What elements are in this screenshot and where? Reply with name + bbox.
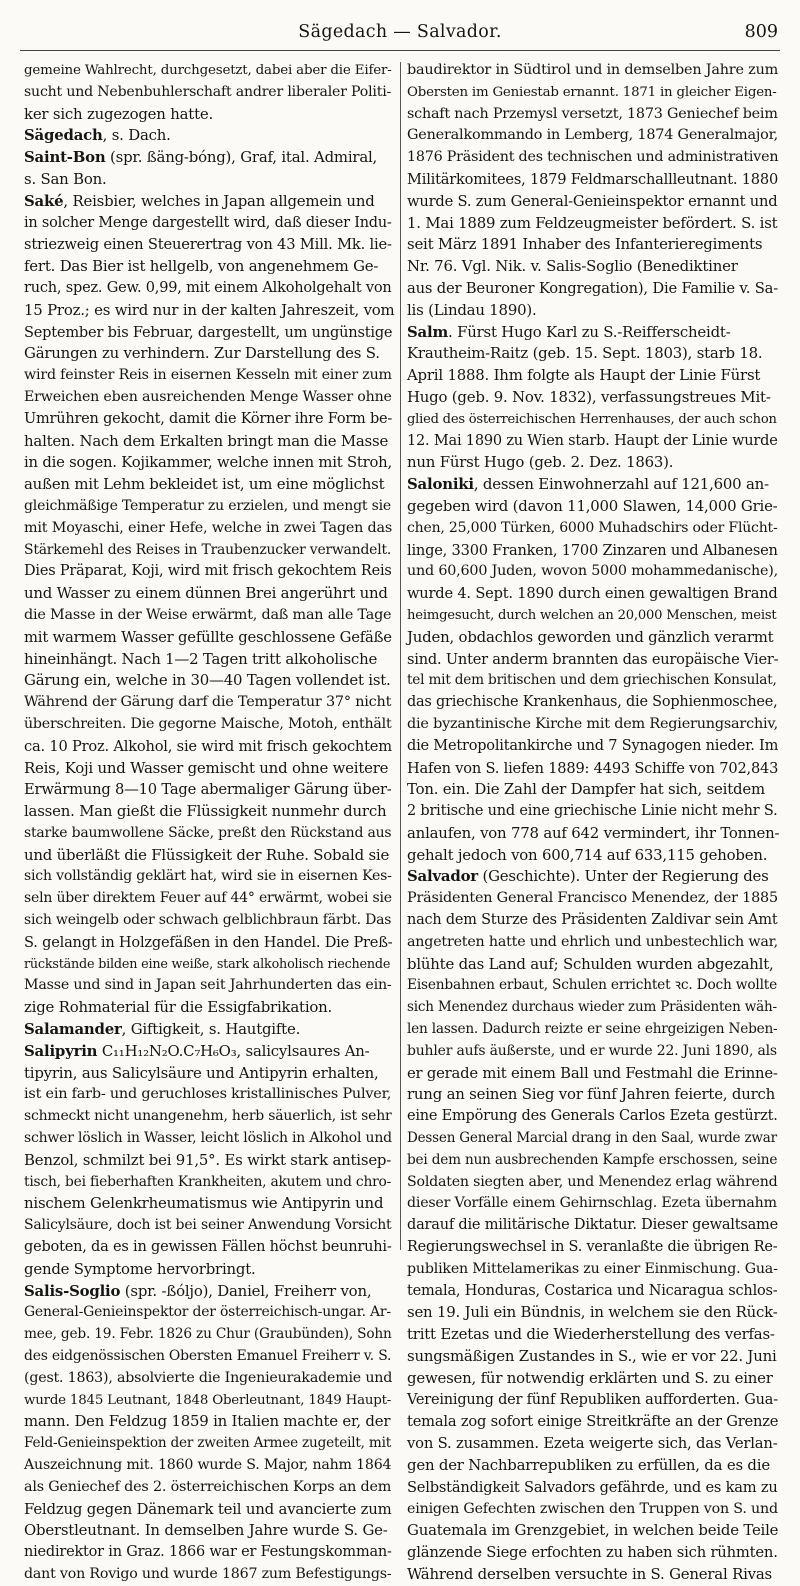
text-line xyxy=(407,954,780,976)
text-run: dant von Rovigo und wurde 1867 zum Befestigungs- xyxy=(24,1565,392,1582)
text-run: zige Rohmaterial für die Essigfabrikation. xyxy=(24,998,333,1017)
text-line xyxy=(24,605,394,627)
text-line xyxy=(407,125,780,147)
text-run: (gest. 1863), absolvierte die Ingenieurakademie und xyxy=(24,1369,393,1386)
text-line xyxy=(407,997,780,1019)
text-run: halten. Nach dem Erkalten bringt man die Masse xyxy=(24,431,389,450)
text-run: C₁₁H₁₂N₂O.C₇H₆O₃, salicylsaures An- xyxy=(97,1041,370,1060)
text-line xyxy=(407,1368,780,1390)
text-line xyxy=(24,169,394,191)
text-run: Präsidenten General Francisco Menendez, der 1885 xyxy=(407,890,778,907)
text-line xyxy=(24,1302,394,1324)
text-run: (spr. ßäng-bóng), Graf, ital. Admiral, xyxy=(105,148,378,167)
text-line xyxy=(24,278,394,300)
text-run: schmeckt nicht unangenehm, herb säuerlich, ist sehr xyxy=(24,1108,392,1125)
text-run: anlaufen, von 778 auf 642 vermindert, ihr Tonnen- xyxy=(407,823,780,842)
entry-headword: Salipyrin xyxy=(24,1041,98,1060)
text-line xyxy=(407,779,780,801)
text-run: und Wasser zu einem dünnen Brei angerührt und xyxy=(24,584,388,603)
text-run: starke baumwollene Säcke, preßt den Rückstand aus xyxy=(24,824,392,841)
text-run: Soldaten siegten aber, und Menendez erlag während xyxy=(407,1173,778,1190)
text-line xyxy=(407,1172,780,1194)
text-run: in die sogen. Kojikammer, welche innen mit Stroh, xyxy=(24,454,392,472)
text-line xyxy=(407,866,780,888)
text-line xyxy=(407,801,780,823)
text-line xyxy=(24,1564,394,1586)
text-run: schwer löslich in Wasser, leicht löslich in Alkohol und xyxy=(24,1130,392,1147)
text-run: Nr. 76. Vgl. Nik. v. Salis-Soglio (Benediktiner xyxy=(407,257,738,276)
text-line xyxy=(24,736,394,758)
text-run: April 1888. Ihm folgte als Haupt der Linie Fürst xyxy=(407,366,761,385)
text-line xyxy=(24,1172,394,1194)
text-line xyxy=(407,583,780,605)
text-line xyxy=(407,343,780,365)
text-line xyxy=(24,561,394,583)
entry-headword: Saloniki xyxy=(407,475,474,494)
text-line xyxy=(407,452,780,474)
text-run: ruch, spez. Gew. 0,99, mit einem Alkoholgehalt von xyxy=(24,279,392,296)
text-run: gende Symptome hervorbringt. xyxy=(24,1259,256,1278)
text-run: Masse und sind in Japan seit Jahrhunderten das ein- xyxy=(24,977,392,994)
text-run: Vereinigung der fünf Republiken aufforderten. Gua- xyxy=(407,1391,778,1408)
text-run: ker sich zugezogen hatte. xyxy=(24,104,213,123)
text-line xyxy=(407,191,780,213)
text-run: Krautheim-Raitz (geb. 15. Sept. 1803), starb 18. xyxy=(407,344,763,363)
text-run: Während der Gärung darf die Temperatur 37° nicht xyxy=(24,694,392,711)
text-line xyxy=(24,1433,394,1455)
text-run: Während derselben versuchte in S. General Rivas xyxy=(407,1564,772,1583)
text-run: . Fürst Hugo Karl zu S.-Reifferscheidt- xyxy=(448,322,731,341)
text-run: und 60,600 Juden, wovon 5000 mohammedanische), xyxy=(407,563,779,580)
text-run: dieser Vorfälle einem Gehirnschlag. Ezeta übernahm xyxy=(407,1195,777,1212)
text-line xyxy=(24,1324,394,1346)
text-run: Regierungswechsel in S. veranlaßte die übrigen Re- xyxy=(407,1239,778,1256)
entry-headword: Saint-Bon xyxy=(24,148,106,167)
text-run: mee, geb. 19. Febr. 1826 zu Chur (Graubünden), Sohn xyxy=(24,1326,392,1343)
text-line xyxy=(24,1542,394,1564)
text-run: chen, 25,000 Türken, 6000 Muhadschirs oder Flücht- xyxy=(407,519,778,536)
text-run: tisch, bei fieberhaften Krankheiten, akutem und chro- xyxy=(24,1173,392,1190)
text-run: die Metropolitankirche und 7 Synagogen nieder. Im xyxy=(407,737,779,754)
text-line xyxy=(24,104,394,126)
text-run: sen 19. Juli ein Bündnis, in welchem sie den Rück- xyxy=(407,1303,778,1322)
text-run: lis (Lindau 1890). xyxy=(407,300,537,319)
text-line xyxy=(24,866,394,888)
text-line xyxy=(407,300,780,322)
text-line xyxy=(24,1477,394,1499)
text-run: Juden, obdachlos geworden und gänzlich verarmt xyxy=(407,627,774,646)
text-line xyxy=(407,823,780,845)
text-line xyxy=(407,1433,780,1455)
text-line xyxy=(407,736,780,758)
page-number: 809 xyxy=(744,22,778,42)
text-line xyxy=(24,670,394,692)
text-run: nach dem Sturze des Präsidenten Zaldivar sein Amt xyxy=(407,912,778,929)
text-line xyxy=(24,431,394,453)
text-run: Guatemala im Grenzgebiet, in welchen beide Teile xyxy=(407,1521,779,1540)
text-line xyxy=(24,845,394,867)
text-line xyxy=(24,1019,394,1041)
text-line xyxy=(407,1193,780,1215)
text-line xyxy=(24,322,394,344)
text-line xyxy=(24,409,394,431)
text-run: mit warmem Wasser gefüllte geschlossene Gefäße xyxy=(24,628,392,646)
text-run: Benzol, schmilzt bei 91,5°. Es wirkt stark antisep- xyxy=(24,1150,392,1169)
text-line xyxy=(407,975,780,997)
text-line xyxy=(407,1390,780,1412)
text-run: die byzantinische Kirche mit dem Regierungsarchiv, xyxy=(407,715,779,732)
text-line xyxy=(407,1063,780,1085)
running-title: Sägedach — Salvador. xyxy=(298,22,502,42)
text-run: Dessen General Marcial drang in den Saal, wurde zwar xyxy=(407,1130,777,1147)
text-run: rückstände bilden eine weiße, stark alkoholisch riechende xyxy=(24,956,391,972)
text-line xyxy=(24,932,394,954)
text-run: linge, 3300 Franken, 1700 Zinzaren und Albanesen xyxy=(407,541,778,559)
text-line xyxy=(407,1019,780,1041)
text-run: Stärkemehl des Reises in Traubenzucker verwandelt. xyxy=(24,541,392,558)
text-line xyxy=(24,1150,394,1172)
text-line xyxy=(24,1193,394,1215)
text-run: 1876 Präsident des technischen und administrativen xyxy=(407,149,779,166)
text-run: lassen. Man gießt die Flüssigkeit nunmehr durch xyxy=(24,802,387,821)
text-line xyxy=(407,1542,780,1564)
text-run: sich Menendez durchaus wieder zum Präsidenten wäh- xyxy=(407,999,777,1016)
text-line xyxy=(24,234,394,256)
text-line xyxy=(24,649,394,671)
text-line xyxy=(407,1324,780,1346)
text-run: hineinhängt. Nach 1—2 Tagen tritt alkoholische xyxy=(24,649,378,668)
text-run: Hugo (geb. 9. Nov. 1832), verfassungstreues Mit- xyxy=(407,387,771,406)
text-line xyxy=(407,82,780,104)
text-run: sungsmäßigen Zustandes in S., wie er vor 22. Juni xyxy=(407,1347,777,1366)
text-run: schaft nach Przemysl versetzt, 1873 Geniechef beim xyxy=(407,105,778,122)
text-run: ca. 10 Proz. Alkohol, sie wird mit frisch gekochtem xyxy=(24,737,392,755)
text-line xyxy=(24,1215,394,1237)
text-run: in solcher Menge dargestellt wird, daß dieser Indu- xyxy=(24,214,392,231)
text-line xyxy=(24,954,394,976)
text-run: das griechische Krankenhaus, die Sophienmoschee, xyxy=(407,694,778,711)
text-line xyxy=(24,997,394,1019)
text-line xyxy=(407,322,780,344)
text-run: niedirektor in Graz. 1866 war er Festungskomman- xyxy=(24,1544,392,1561)
text-line xyxy=(24,1368,394,1390)
text-line xyxy=(407,518,780,540)
text-run: Hafen von S. liefen 1889: 4493 Schiffe von 702,843 xyxy=(407,759,779,777)
text-run: gehalt jedoch von 600,714 auf 633,115 gehoben. xyxy=(407,845,768,864)
text-line xyxy=(24,452,394,474)
entry-headword: Salamander xyxy=(24,1020,122,1039)
text-run: , s. Dach. xyxy=(102,126,171,145)
text-run: sucht und Nebenbuhlerschaft andrer liberaler Politi- xyxy=(24,83,392,100)
text-run: heimgesucht, durch welchen an 20,000 Menschen, meist xyxy=(407,607,777,623)
text-run: aus der Beuroner Kongregation), Die Familie v. Sa- xyxy=(407,279,779,297)
text-run: Oberstleutnant. In demselben Jahre wurde S. Ge- xyxy=(24,1521,388,1540)
text-line xyxy=(24,300,394,322)
text-run: gleichmäßige Temperatur zu erzielen, und mengt sie xyxy=(24,497,391,514)
text-run: darauf die militärische Diktatur. Dieser gewaltsame xyxy=(407,1217,778,1234)
text-run: temala zog sofort einige Streitkräfte an der Grenze xyxy=(407,1413,779,1431)
text-line xyxy=(407,496,780,518)
text-line xyxy=(24,1084,394,1106)
text-line xyxy=(407,365,780,387)
text-line xyxy=(24,1390,394,1412)
text-line xyxy=(24,213,394,235)
text-run: ist ein farb- und geruchloses kristallinisches Pulver, xyxy=(24,1086,392,1103)
text-run: Ton. ein. Die Zahl der Dampfer hat sich, seitdem xyxy=(407,780,765,799)
text-run: Gärung ein, welche in 30—40 Tagen vollendet ist. xyxy=(24,671,391,690)
text-line xyxy=(407,932,780,954)
text-run: sich weingelb oder schwach gelblichbraun färbt. Das xyxy=(24,912,392,929)
text-line xyxy=(24,910,394,932)
text-run: gen der Nachbarrepubliken zu erfüllen, da es die xyxy=(407,1456,770,1474)
text-line xyxy=(24,1063,394,1085)
text-line xyxy=(407,1564,780,1586)
text-line xyxy=(24,365,394,387)
text-line xyxy=(24,82,394,104)
text-run: tel mit dem britischen und dem griechischen Konsulat, xyxy=(407,672,777,689)
text-run: len lassen. Dadurch reizte er seine ehrgeizigen Neben- xyxy=(407,1021,778,1038)
text-line xyxy=(24,496,394,518)
text-line xyxy=(407,627,780,649)
text-run: nischem Gelenkrheumatismus wie Antipyrin und xyxy=(24,1194,384,1213)
text-run: Umrühren gekocht, damit die Körner ihre Form be- xyxy=(24,410,393,427)
text-line xyxy=(24,627,394,649)
text-run: tritt Ezetas und die Wiederherstellung des verfas- xyxy=(407,1325,775,1344)
text-line xyxy=(407,1237,780,1259)
text-run: gegeben wird (davon 11,000 Slawen, 14,000 Grie- xyxy=(407,496,778,515)
text-line xyxy=(407,234,780,256)
text-line xyxy=(24,823,394,845)
text-run: temala, Honduras, Costarica und Nicaragua schlos- xyxy=(407,1282,778,1299)
text-run: Gärungen zu verhindern. Zur Darstellung des S. xyxy=(24,344,380,363)
text-run: General-Genieinspektor der österreichisch-ungar. Ar- xyxy=(24,1304,391,1321)
text-line xyxy=(24,1128,394,1150)
text-line xyxy=(24,387,394,409)
text-line xyxy=(407,1411,780,1433)
text-line xyxy=(24,1411,394,1433)
text-line xyxy=(24,474,394,496)
text-line xyxy=(407,910,780,932)
text-run: , Giftigkeit, s. Hautgifte. xyxy=(121,1020,301,1039)
text-line xyxy=(24,779,394,801)
text-line xyxy=(407,561,780,583)
text-run: außen mit Lehm bekleidet ist, um eine möglichst xyxy=(24,475,385,494)
text-run: sind. Unter anderm brannten das europäische Vier- xyxy=(407,650,779,668)
text-line xyxy=(407,256,780,278)
text-run: seln über direktem Feuer auf 44° erwärmt, wobei sie xyxy=(24,890,392,907)
text-line xyxy=(407,670,780,692)
text-line xyxy=(407,1084,780,1106)
text-line xyxy=(407,758,780,780)
text-line xyxy=(407,1477,780,1499)
text-run: Feld-Genieinspektion der zweiten Armee zugeteilt, mit xyxy=(24,1435,392,1452)
text-line xyxy=(24,1259,394,1281)
text-run: Auszeichnung mit. 1860 wurde S. Major, nahm 1864 xyxy=(24,1457,392,1473)
text-run: blühte das Land auf; Schulden wurden abgezahlt, xyxy=(407,954,774,973)
text-line xyxy=(24,60,394,82)
text-run: tipyrin, aus Salicylsäure und Antipyrin erhalten, xyxy=(24,1063,379,1082)
text-line xyxy=(407,431,780,453)
text-run: geboten, da es in gewissen Fällen höchst beunruhi- xyxy=(24,1239,392,1256)
text-run: von S. zusammen. Ezeta weigerte sich, das Verlan- xyxy=(407,1435,778,1453)
text-run: baudirektor in Südtirol und in demselben Jahre zum xyxy=(407,62,779,78)
text-run: Eisenbahnen erbaut, Schulen errichtet ꝛc. Doch wollte xyxy=(407,977,778,994)
text-line xyxy=(24,518,394,540)
text-line xyxy=(407,714,780,736)
text-line xyxy=(407,888,780,910)
text-run: 1. Mai 1889 zum Feldzeugmeister befördert. S. ist xyxy=(407,213,778,232)
text-run: buhler aufs äußerste, und er wurde 22. Juni 1890, als xyxy=(407,1042,777,1059)
text-run: Selbständigkeit Salvadors gefährde, und es kam zu xyxy=(407,1478,778,1496)
text-run: Erwärmung 8—10 Tage abermaliger Gärung über- xyxy=(24,781,392,799)
text-line xyxy=(407,213,780,235)
text-run: Reis, Koji und Wasser gemischt und ohne weitere xyxy=(24,758,389,777)
text-line xyxy=(407,387,780,409)
text-run: Salicylsäure, doch ist bei seiner Anwendung Vorsicht xyxy=(24,1217,392,1234)
text-run: (spr. -ßóljo), Daniel, Freiherr von, xyxy=(120,1281,372,1300)
text-line xyxy=(24,888,394,910)
text-line xyxy=(407,1520,780,1542)
text-line xyxy=(407,1041,780,1063)
text-run: fert. Das Bier ist hellgelb, von angenehmem Ge- xyxy=(24,257,379,276)
text-line xyxy=(24,1281,394,1303)
entry-headword: Saké xyxy=(24,191,64,210)
text-run: angetreten hatte und ehrlich und unbestechlich war, xyxy=(407,933,779,950)
text-run: (Geschichte). Unter der Regierung des xyxy=(477,867,769,886)
text-line xyxy=(407,169,780,191)
text-line xyxy=(24,583,394,605)
text-line xyxy=(24,1520,394,1542)
right-column xyxy=(407,60,780,1583)
text-run: Obersten im Geniestab ernannt. 1871 in gleicher Eigen- xyxy=(407,84,777,100)
text-line xyxy=(407,540,780,562)
text-run: Dies Präparat, Koji, wird mit frisch gekochtem Reis xyxy=(24,563,392,580)
text-line xyxy=(407,1128,780,1150)
text-line xyxy=(407,1215,780,1237)
text-line xyxy=(407,1281,780,1303)
text-run: 12. Mai 1890 zu Wien starb. Haupt der Linie wurde xyxy=(407,432,778,449)
text-line xyxy=(407,845,780,867)
text-run: , dessen Einwohnerzahl auf 121,600 an- xyxy=(473,475,769,494)
text-line xyxy=(407,1150,780,1172)
text-line xyxy=(407,605,780,627)
text-line xyxy=(24,692,394,714)
text-run: rung an seinen Sieg vor fünf Jahren feierte, durch xyxy=(407,1085,776,1104)
text-line xyxy=(407,1259,780,1281)
text-run: glänzende Siege erfochten zu haben sich rühmten. xyxy=(407,1544,778,1562)
text-run: des eidgenössischen Obersten Emanuel Freiherr v. S. xyxy=(24,1348,392,1365)
text-run: wird feinster Reis in eisernen Kesseln mit einer zum xyxy=(24,367,392,384)
text-run: wurde 4. Sept. 1890 durch einen gewaltigen Brand xyxy=(407,585,778,603)
text-run: sich vollständig geklärt hat, wird sie in eisernen Kes- xyxy=(24,868,392,885)
text-line xyxy=(407,147,780,169)
text-line xyxy=(407,409,780,431)
text-line xyxy=(24,975,394,997)
text-run: als Geniechef des 2. österreichischen Korps an dem xyxy=(24,1478,392,1495)
text-line xyxy=(407,1455,780,1477)
text-line xyxy=(24,256,394,278)
text-run: s. San Bon. xyxy=(24,169,107,188)
text-run: S. gelangt in Holzgefäßen in den Handel. Die Preß- xyxy=(24,933,393,951)
text-line xyxy=(407,1346,780,1368)
text-run: er gerade mit einem Ball und Festmahl die Erinne- xyxy=(407,1064,778,1082)
text-run: September bis Februar, dargestellt, um ungünstige xyxy=(24,323,393,341)
entry-headword: Salis-Soglio xyxy=(24,1281,121,1300)
text-run: Generalkommando in Lemberg, 1874 Generalmajor, xyxy=(407,127,779,144)
text-line xyxy=(24,1346,394,1368)
text-line xyxy=(24,1455,394,1477)
text-line xyxy=(407,692,780,714)
text-run: 2 britische und eine griechische Linie nicht mehr S. xyxy=(407,803,778,820)
text-run: striezweig einen Steuerertrag von 43 Mill. Mk. lie- xyxy=(24,236,392,254)
text-line xyxy=(407,1302,780,1324)
text-run: mann. Den Feldzug 1859 in Italien machte er, der xyxy=(24,1412,391,1431)
text-run: wurde S. zum General-Genieinspektor ernannt und xyxy=(407,192,778,210)
text-line xyxy=(24,801,394,823)
text-run: gewesen, für notwendig erklärten und S. zu einer xyxy=(407,1368,773,1387)
text-line xyxy=(407,60,780,82)
entry-headword: Salvador xyxy=(407,867,478,886)
text-line xyxy=(407,649,780,671)
text-run: Erweichen eben ausreichenden Menge Wasser ohne xyxy=(24,388,392,405)
entry-headword: Sägedach xyxy=(24,126,103,145)
page-header xyxy=(20,22,780,51)
entry-headword: Salm xyxy=(407,322,449,341)
text-line xyxy=(407,1106,780,1128)
text-run: mit Moyaschi, einer Hefe, welche in zwei Tagen das xyxy=(24,519,393,536)
text-run: die Masse in der Weise erwärmt, daß man alle Tage xyxy=(24,606,392,623)
text-run: , Reisbier, welches in Japan allgemein und xyxy=(63,191,375,210)
text-line xyxy=(407,278,780,300)
text-run: überschreiten. Die gegorne Maische, Motoh, enthält xyxy=(24,715,392,732)
text-line xyxy=(24,714,394,736)
text-run: und überläßt die Flüssigkeit der Ruhe. Sobald sie xyxy=(24,845,390,864)
text-line xyxy=(24,343,394,365)
text-line xyxy=(24,125,394,147)
text-line xyxy=(24,191,394,213)
text-run: publiken Mittelamerikas zu einer Einmischung. Gua- xyxy=(407,1260,778,1277)
text-run: nun Fürst Hugo (geb. 2. Dez. 1863). xyxy=(407,453,674,472)
text-run: 15 Proz.; es wird nur in der kalten Jahreszeit, vom xyxy=(24,300,395,319)
column-divider xyxy=(400,62,401,1250)
text-run: bei dem nun ausbrechenden Kampfe erschossen, seine xyxy=(407,1151,778,1168)
text-run: seit März 1891 Inhaber des Infanterieregiments xyxy=(407,235,763,254)
text-run: eine Empörung des Generals Carlos Ezeta gestürzt. xyxy=(407,1108,778,1125)
text-line xyxy=(24,1106,394,1128)
text-line xyxy=(24,758,394,780)
text-run: einigen Gefechten zwischen den Truppen von S. und xyxy=(407,1500,778,1517)
text-line xyxy=(24,540,394,562)
text-line xyxy=(407,1499,780,1521)
left-column xyxy=(24,60,395,1582)
text-run: Feldzug gegen Dänemark teil und avancierte zum xyxy=(24,1499,392,1518)
text-line xyxy=(407,104,780,126)
text-run: gemeine Wahlrecht, durchgesetzt, dabei aber die Eifer- xyxy=(24,63,392,78)
text-run: glied des österreichischen Herrenhauses, der auch schon xyxy=(407,411,777,427)
text-line xyxy=(24,1499,394,1521)
text-line xyxy=(24,1041,394,1063)
text-run: Militärkomitees, 1879 Feldmarschallleutnant. 1880 xyxy=(407,170,779,188)
text-line xyxy=(24,147,394,169)
text-line xyxy=(407,474,780,496)
text-line xyxy=(24,1237,394,1259)
text-run: wurde 1845 Leutnant, 1848 Oberleutnant, 1849 Haupt- xyxy=(24,1392,392,1408)
